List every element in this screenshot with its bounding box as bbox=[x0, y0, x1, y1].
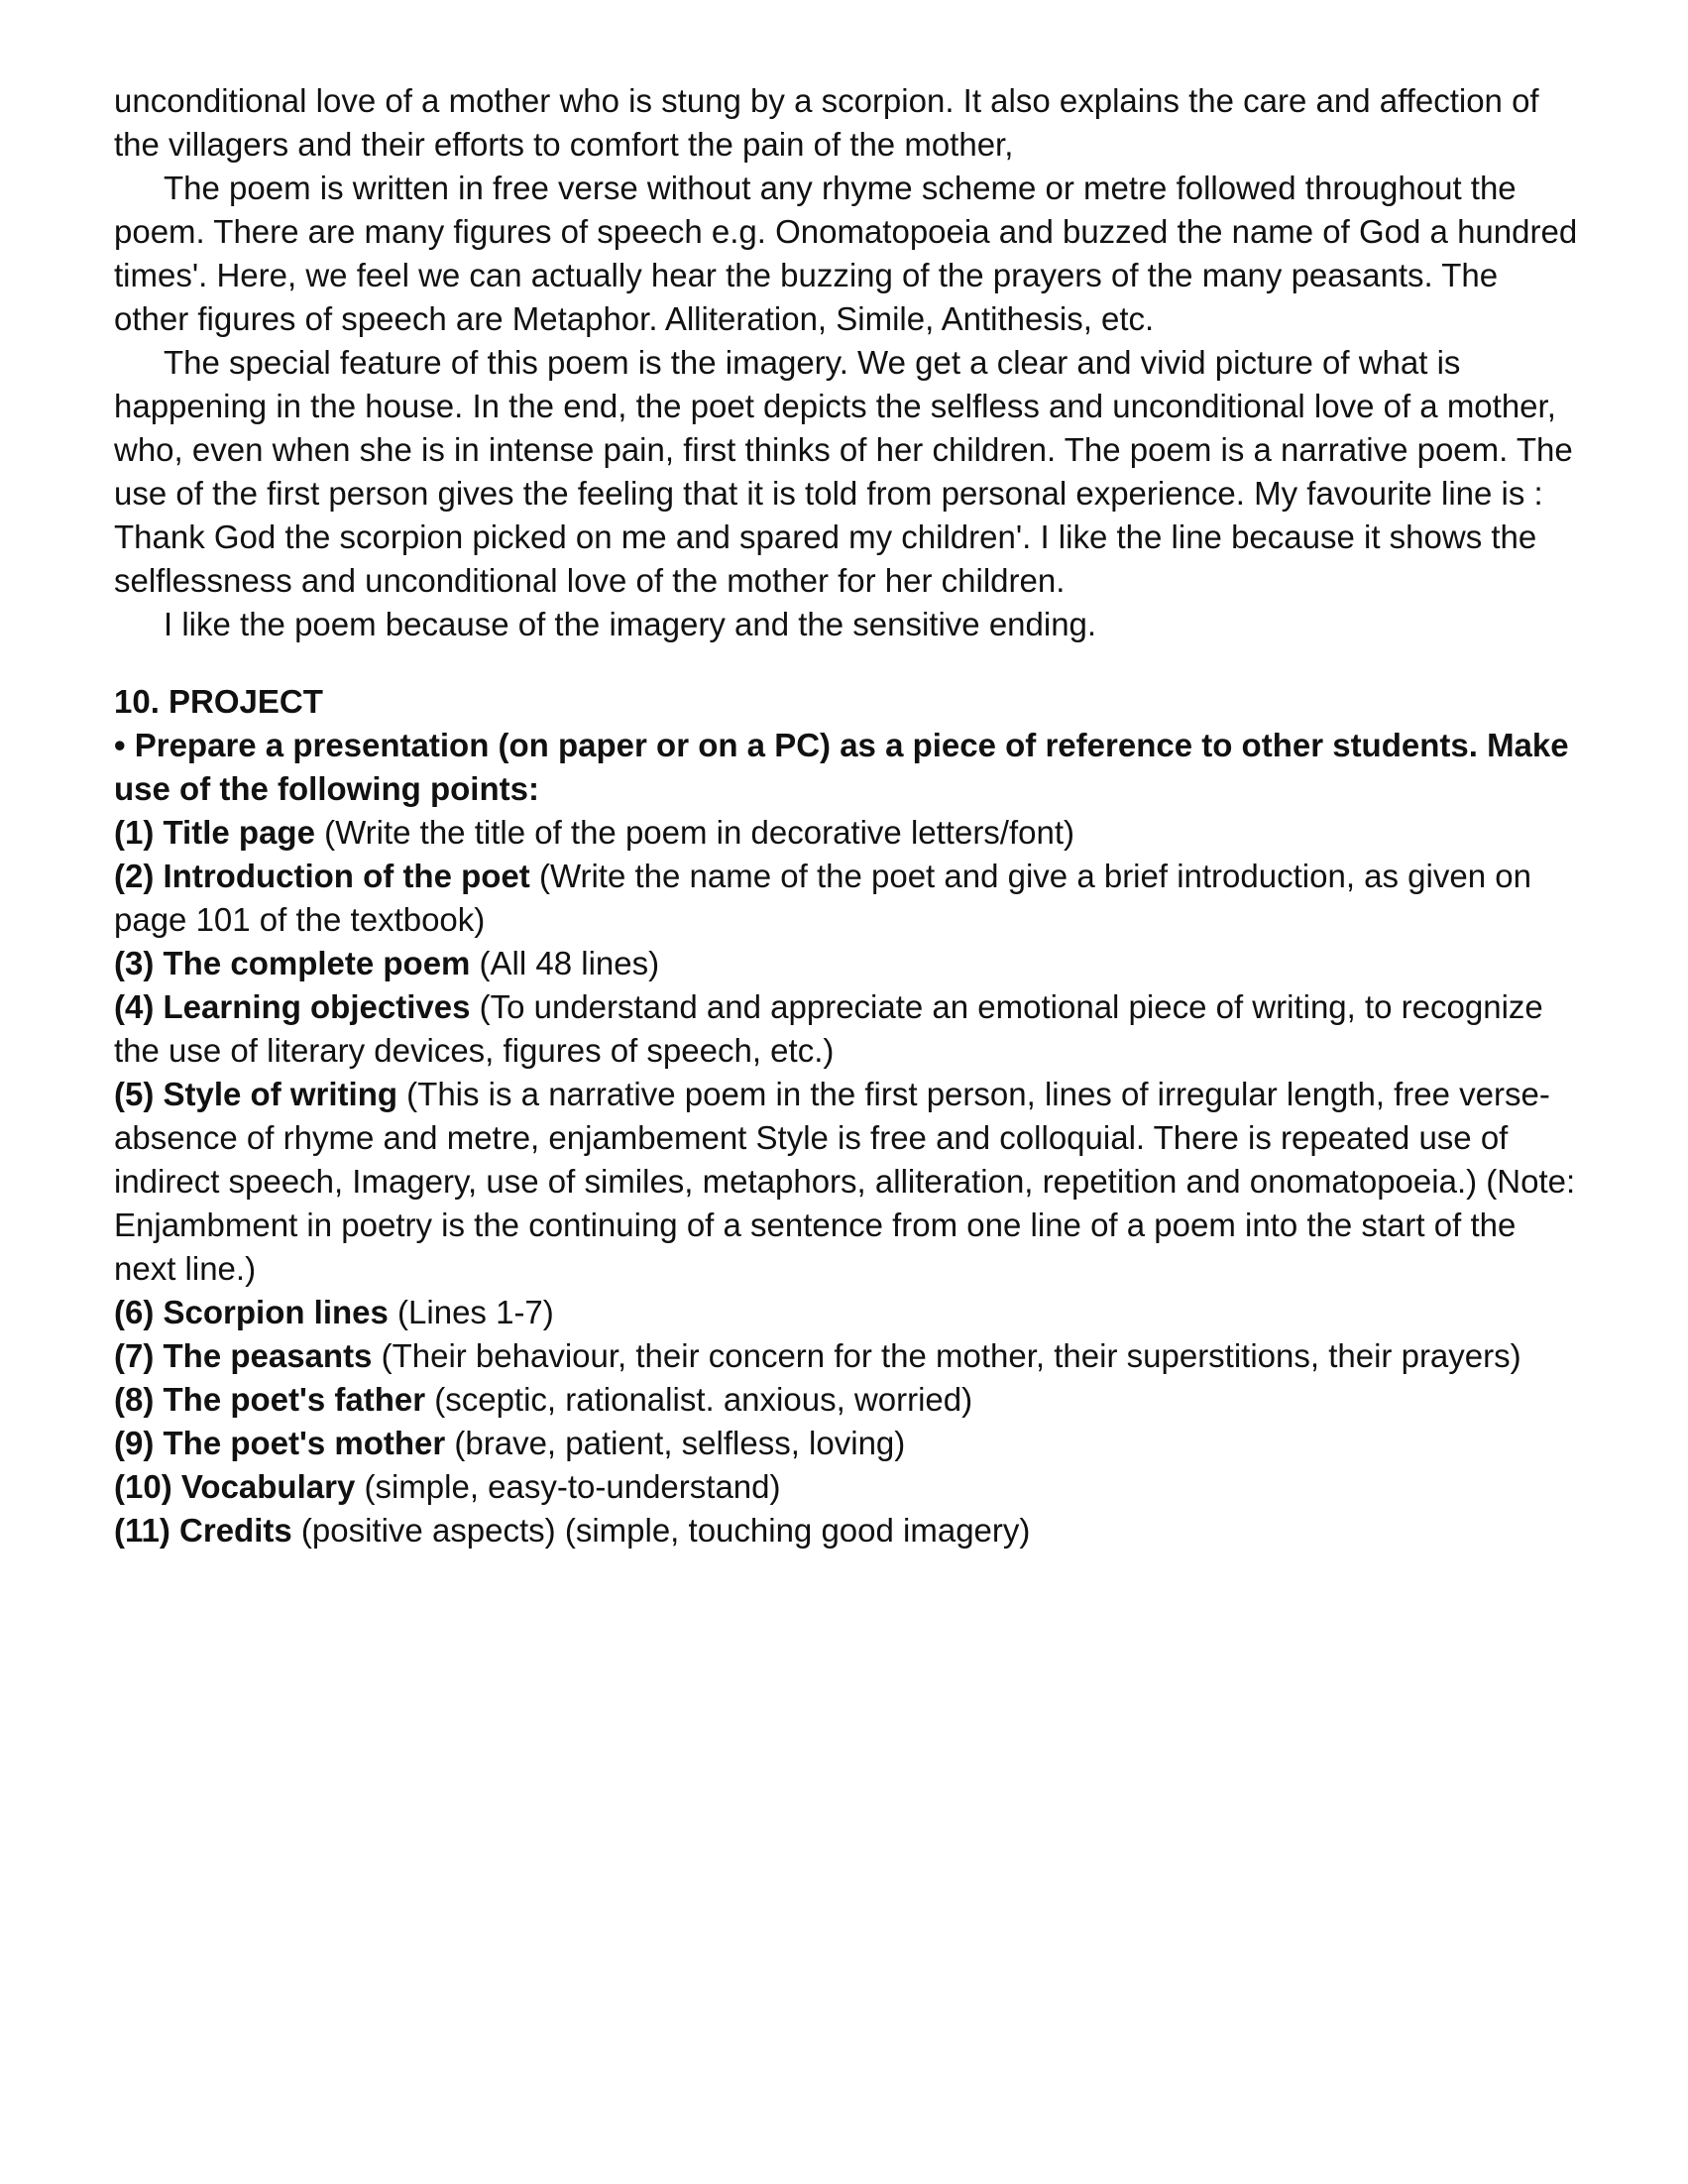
point-label: (1) Title page bbox=[114, 814, 315, 851]
point-text: (To understand and appreciate an emotional piece of writing, to recognize the use of literary devices, figures of speech, etc.) bbox=[114, 988, 1543, 1069]
point-text: (This is a narrative poem in the first person, lines of irregular length, free verse-absence of rhyme and metre, enjambement Style is free and colloquial. There is repeated use of indirect speech, Imagery, use of similes, metaphors, alliteration, repetition and onomatopoeia.) (Note: Enjambment in poetry is the continuing of a sentence from one line of a poem into the start of the next line.) bbox=[114, 1076, 1576, 1287]
project-point bbox=[114, 855, 1581, 942]
point-label: (7) The peasants bbox=[114, 1337, 373, 1374]
point-label: (5) Style of writing bbox=[114, 1076, 398, 1112]
project-point bbox=[114, 811, 1581, 855]
point-text: (Write the name of the poet and give a brief introduction, as given on page 101 of the textbook) bbox=[114, 858, 1531, 938]
project-point bbox=[114, 1422, 1581, 1465]
project-point bbox=[114, 985, 1581, 1073]
point-text: (simple, easy-to-understand) bbox=[355, 1468, 781, 1505]
project-point bbox=[114, 1291, 1581, 1334]
project-instruction: • Prepare a presentation (on paper or on a PC) as a piece of reference to other students. Make use of the following points: bbox=[114, 727, 1569, 807]
point-text: (positive aspects) (simple, touching good imagery) bbox=[291, 1512, 1031, 1549]
project-heading: 10. PROJECT bbox=[114, 683, 323, 720]
point-label: (4) Learning objectives bbox=[114, 988, 471, 1025]
point-text: (brave, patient, selfless, loving) bbox=[445, 1425, 906, 1461]
point-label: (10) Vocabulary bbox=[114, 1468, 356, 1505]
project-point bbox=[114, 1465, 1581, 1509]
project-point bbox=[114, 1334, 1581, 1378]
point-text: (sceptic, rationalist. anxious, worried) bbox=[425, 1381, 973, 1418]
essay-paragraph-3: The special feature of this poem is the imagery. We get a clear and vivid picture of what is happening in the house. In the end, the poet depicts the selfless and unconditional love of a mother, who, even when she is in intense pain, first thinks of her children. The poem is a narrative poem. The use of the first person gives the feeling that it is told from personal experience. My favourite line is : Thank God the scorpion picked on me and spared my children'. I like the line because it shows the selflessness and unconditional love of the mother for her children. bbox=[114, 344, 1573, 599]
point-label: (2) Introduction of the poet bbox=[114, 858, 530, 894]
point-label: (3) The complete poem bbox=[114, 945, 471, 981]
point-label: (6) Scorpion lines bbox=[114, 1294, 389, 1330]
project-point bbox=[114, 942, 1581, 985]
point-text: (Lines 1-7) bbox=[388, 1294, 554, 1330]
project-point bbox=[114, 1509, 1581, 1552]
point-label: (8) The poet's father bbox=[114, 1381, 426, 1418]
document-page bbox=[114, 79, 1581, 1552]
essay-paragraph-4: I like the poem because of the imagery and the sensitive ending. bbox=[164, 606, 1097, 642]
point-text: (All 48 lines) bbox=[470, 945, 660, 981]
project-points-list bbox=[114, 811, 1581, 1552]
point-label: (11) Credits bbox=[114, 1512, 292, 1549]
essay-paragraph-2: The poem is written in free verse without any rhyme scheme or metre followed throughout the poem. There are many figures of speech e.g. Onomatopoeia and buzzed the name of God a hundred times'. Here, we feel we can actually hear the buzzing of the prayers of the many peasants. The other figures of speech are Metaphor. Alliteration, Simile, Antithesis, etc. bbox=[114, 170, 1578, 337]
point-label: (9) The poet's mother bbox=[114, 1425, 446, 1461]
essay-paragraph-1: unconditional love of a mother who is stung by a scorpion. It also explains the care and affection of the villagers and their efforts to comfort the pain of the mother, bbox=[114, 82, 1539, 163]
project-point bbox=[114, 1378, 1581, 1422]
point-text: (Their behaviour, their concern for the mother, their superstitions, their prayers) bbox=[372, 1337, 1521, 1374]
project-point bbox=[114, 1073, 1581, 1291]
point-text: (Write the title of the poem in decorative letters/font) bbox=[314, 814, 1075, 851]
